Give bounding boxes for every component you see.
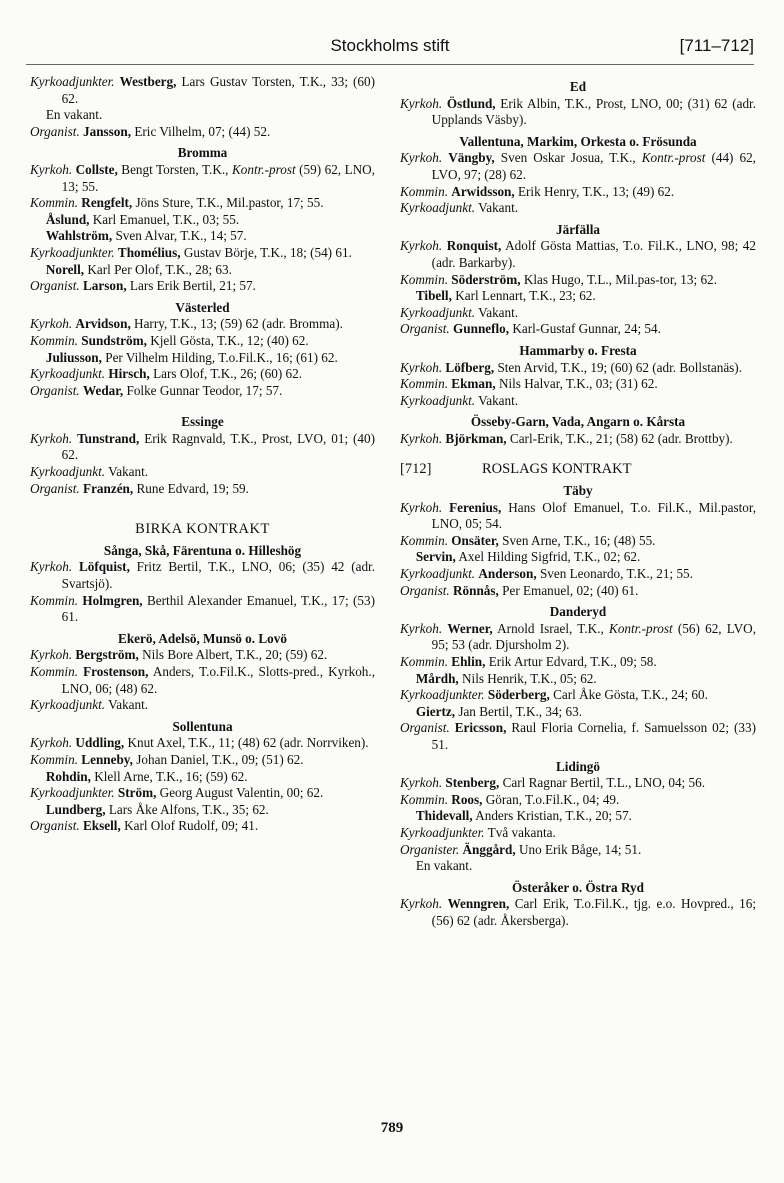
person-name: Östlund, (446, 95, 496, 111)
role-label: Organist. (400, 321, 450, 337)
role-label: Organist. (30, 382, 80, 398)
left-entry (30, 245, 375, 262)
person-name: Löfberg, (445, 359, 495, 375)
person-name: Franzén, (83, 480, 134, 496)
entry-details: Carl Åke Gösta, T.K., 24; 60. (549, 687, 708, 703)
entry-details: Göran, T.o.Fil.K., 04; 49. (482, 791, 620, 807)
right-column (400, 74, 756, 930)
right-entry (400, 704, 756, 721)
entry-details: Nils Bore Albert, T.K., 20; (59) 62. (138, 647, 328, 663)
right-entry (400, 533, 756, 550)
role-label: Kyrkoh. (400, 775, 443, 791)
left-entry (30, 559, 375, 592)
person-name: Lundberg, (45, 801, 106, 817)
role-label: Kyrkoh. (30, 316, 73, 332)
role-label: Kommin. (30, 592, 78, 608)
entry-details: Gustav Börje, T.K., 18; (54) 61. (180, 244, 352, 260)
right-entry (400, 896, 756, 929)
entry-details: Nils Henrik, T.K., 05; 62. (458, 670, 597, 686)
right-entry (400, 858, 756, 875)
header-rule (26, 64, 754, 65)
role-label: Kommin. (400, 532, 448, 548)
left-entry (30, 735, 375, 752)
entry-details: Lars Olof, T.K., 26; (60) 62. (149, 366, 303, 382)
left-entry (30, 124, 375, 141)
parish-heading: Sånga, Skå, Färentuna o. Hilleshög (103, 542, 302, 558)
entry-details: Raul Floria Cornelia, f. Samuelsson 02; (33) 51. (431, 720, 756, 752)
right-entry (400, 272, 756, 289)
parish-heading: Lidingö (556, 758, 600, 774)
role-label: Organister. (400, 841, 460, 857)
person-name: Arwidsson, (451, 183, 515, 199)
left-entry (30, 262, 375, 279)
entry-details: Bengt Torsten, T.K., (117, 161, 232, 177)
entry-details: Knut Axel, T.K., 11; (48) 62 (adr. Norrviken). (124, 735, 369, 751)
parish-heading: Täby (563, 483, 593, 499)
entry-details: Lars Erik Bertil, 21; 57. (126, 278, 256, 294)
person-name: Thomélius, (117, 244, 181, 260)
left-column (30, 74, 375, 835)
role-label: Kontr.-prost (641, 150, 706, 166)
role-label: Kyrkoadjunkt. (30, 366, 106, 382)
person-name: Rohdin, (45, 768, 91, 784)
person-name: Collste, (75, 161, 118, 177)
person-name: Ehlin, (451, 654, 486, 669)
role-label: Kyrkoadjunkt. (30, 464, 106, 480)
entry-details: Carl Erik, T.o.Fil.K., tjg. e.o. Hovpred., 16; (56) 62 (adr. Åkersberga). (431, 896, 757, 928)
right-entry (400, 431, 756, 448)
role-label: Organist. (400, 582, 450, 598)
right-entry (400, 184, 756, 201)
person-name: Frostenson, (83, 664, 149, 679)
role-label: Kommin. (30, 332, 78, 348)
right-entry (400, 808, 756, 825)
right-entry (400, 288, 756, 305)
parish-heading: Ed (569, 79, 587, 94)
person-name: Gunneflo, (453, 321, 510, 337)
role-label: Kyrkoh. (400, 430, 443, 446)
role-label: Kyrkoadjunkter. (30, 785, 115, 801)
person-name: Tunstrand, (77, 430, 140, 446)
right-entry (400, 360, 756, 377)
person-name: Tibell, (415, 288, 452, 304)
role-label: Kyrkoadjunkter. (400, 824, 485, 840)
left-entry (30, 785, 375, 802)
person-name: Wenngren, (447, 896, 510, 912)
left-entry (30, 431, 375, 464)
entry-details: Johan Daniel, T.K., 09; (51) 62. (132, 751, 304, 767)
page-header (26, 36, 754, 64)
role-label: Kyrkoh. (30, 430, 73, 446)
right-entry (400, 376, 756, 393)
person-name: Ronquist, (446, 238, 502, 254)
entry-details: (56) 62, LVO, 95; 53 (adr. Djursholm 2). (431, 620, 756, 653)
person-name: Roos, (451, 791, 483, 807)
person-name: Wedar, (83, 382, 124, 398)
role-label: Kyrkoadjunkt. (400, 392, 476, 408)
entry-details: Vakant. (108, 464, 149, 480)
person-name: Thidevall, (415, 808, 473, 824)
entry-details: Karl Per Olof, T.K., 28; 63. (84, 261, 232, 277)
role-label: Kommin. (400, 271, 448, 287)
role-label: Kyrkoh. (400, 499, 443, 515)
left-entry (30, 383, 375, 400)
right-entry (400, 825, 756, 842)
entry-details: Karl Olof Rudolf, 09; 41. (120, 818, 259, 834)
role-label: Kyrkoh. (30, 735, 73, 751)
left-entry (30, 697, 375, 714)
role-label: Organist. (400, 720, 450, 736)
left-entry (30, 752, 375, 769)
entry-details: Erik Henry, T.K., 13; (49) 62. (514, 183, 675, 199)
entry-details: Arnold Israel, T.K., (492, 620, 610, 636)
parish-heading: Bromma (177, 145, 228, 161)
entry-details: Sven Oskar Josua, T.K., (494, 150, 642, 166)
person-name: Ferenius, (449, 499, 502, 515)
person-name: Juliusson, (45, 349, 102, 365)
role-label: Kommin. (400, 183, 448, 199)
right-entry (400, 671, 756, 688)
person-name: Söderberg, (487, 687, 550, 703)
entry-details: Jan Bertil, T.K., 34; 63. (455, 703, 582, 719)
role-label: Kyrkoh. (400, 359, 443, 375)
right-entry (400, 238, 756, 271)
person-name: Eksell, (83, 818, 121, 834)
role-label: Kyrkoh. (400, 95, 443, 111)
role-label: Kyrkoh. (400, 150, 443, 166)
parish-heading: Ekerö, Adelsö, Munsö o. Lovö (118, 630, 287, 646)
person-name: Onsäter, (451, 532, 499, 548)
right-entry (400, 321, 756, 338)
left-entry (30, 593, 375, 626)
role-label: Kyrkoadjunkter. (30, 244, 115, 260)
right-entry (400, 720, 756, 753)
page-range: [711–712] (679, 36, 754, 55)
entry-details: Carl Ragnar Bertil, T.L., LNO, 04; 56. (499, 775, 705, 791)
page-title: Stockholms stift (330, 36, 450, 55)
entry-details: Rune Edvard, 19; 59. (133, 480, 249, 496)
right-entry (400, 150, 756, 183)
left-entry (30, 464, 375, 481)
role-label: Kyrkoadjunkt. (30, 697, 106, 713)
role-label: Kyrkoadjunkter. (30, 74, 115, 89)
left-entry (30, 316, 375, 333)
entry-details: (44) 62, LVO, 97; (28) 62. (431, 150, 756, 182)
right-entry (400, 842, 756, 859)
role-label: Kyrkoh. (30, 161, 73, 177)
entry-details: Uno Erik Båge, 14; 51. (515, 841, 642, 857)
kontrakt-heading: BIRKA KONTRAKT (135, 521, 270, 538)
person-name: Björkman, (445, 430, 507, 446)
entry-details: Per Vilhelm Hilding, T.o.Fil.K., 16; (61) 62. (101, 349, 338, 365)
page-marker: [712] (400, 461, 432, 478)
entry-details: Erik Ragnvald, T.K., Prost, LVO, 01; (40) 62. (61, 430, 376, 463)
person-name: Mårdh, (415, 670, 459, 686)
role-label: Kontr.-prost (609, 620, 673, 636)
entry-details: Sven Alvar, T.K., 14; 57. (112, 228, 247, 244)
entry-details: Klell Arne, T.K., 16; (59) 62. (90, 768, 248, 784)
person-name: Holmgren, (82, 592, 143, 608)
parish-heading: Västerled (175, 299, 230, 315)
left-entry (30, 664, 375, 697)
person-name: Anderson, (478, 566, 537, 582)
parish-heading: Hammarby o. Fresta (519, 342, 637, 358)
entry-details: Erik Artur Edvard, T.K., 09; 58. (485, 654, 657, 669)
parish-heading: Danderyd (549, 604, 607, 620)
role-label: Kyrkoadjunkt. (400, 304, 476, 320)
person-name: Rengfelt, (81, 195, 133, 211)
person-name: Sundström, (81, 332, 147, 348)
role-label: Kyrkoh. (400, 238, 443, 254)
person-name: Lenneby, (81, 751, 133, 767)
person-name: Hirsch, (108, 366, 150, 382)
entry-details: Två vakanta. (487, 824, 556, 840)
person-name: Vängby, (448, 150, 495, 166)
parish-heading: Össeby-Garn, Vada, Angarn o. Kårsta (470, 414, 686, 430)
parish-heading: Vallentuna, Markim, Orkesta o. Frösunda (459, 133, 697, 149)
role-label: Kommin. (30, 751, 78, 767)
left-entry (30, 228, 375, 245)
entry-details: Vakant. (108, 697, 149, 713)
entry-details: Carl-Erik, T.K., 21; (58) 62 (adr. Brottby). (506, 430, 733, 446)
right-entry (400, 566, 756, 583)
person-name: Servin, (415, 549, 456, 565)
person-name: Werner, (447, 620, 493, 636)
entry-details: Klas Hugo, T.L., Mil.pas-tor, 13; 62. (520, 271, 717, 287)
role-label: Kommin. (400, 376, 448, 392)
entry-details: Hans Olof Emanuel, T.o. Fil.K., Mil.pastor, LNO, 05; 54. (431, 499, 756, 532)
entry-details: Anders Kristian, T.K., 20; 57. (472, 808, 632, 824)
left-entry (30, 74, 375, 107)
left-entry (30, 769, 375, 786)
left-entry (30, 333, 375, 350)
right-entry (400, 549, 756, 566)
entry-details: Anders, T.o.Fil.K., Slotts-pred., Kyrkoh., LNO, 06; (48) 62. (61, 664, 375, 696)
right-entry (400, 792, 756, 809)
right-entry (400, 500, 756, 533)
person-name: Åslund, (45, 211, 90, 227)
right-entry (400, 200, 756, 217)
entry-details: Erik Albin, T.K., Prost, LNO, 00; (31) 62 (adr. Upplands Väsby). (431, 95, 757, 128)
right-entry (400, 393, 756, 410)
entry-details: (59) 62, LNO, 13; 55. (61, 161, 376, 194)
person-name: Uddling, (75, 735, 125, 751)
entry-details: Eric Vilhelm, 07; (44) 52. (131, 123, 271, 139)
parish-heading: Essinge (181, 414, 224, 430)
page-number: 789 (380, 1120, 404, 1136)
kontrakt-heading (400, 461, 756, 478)
left-entry (30, 212, 375, 229)
person-name: Arvidson, (75, 316, 131, 332)
entry-details: Karl Lennart, T.K., 23; 62. (451, 288, 596, 304)
entry-details: Georg August Valentin, 00; 62. (156, 785, 324, 801)
person-name: Jansson, (83, 123, 132, 139)
person-name: Giertz, (415, 703, 456, 719)
entry-details: Sven Leonardo, T.K., 21; 55. (536, 566, 693, 582)
person-name: Norell, (45, 261, 85, 277)
person-name: Stenberg, (445, 775, 500, 791)
right-entry (400, 775, 756, 792)
right-entry (400, 96, 756, 129)
left-entry (30, 647, 375, 664)
parish-heading: Österåker o. Östra Ryd (512, 879, 644, 895)
left-entry (30, 195, 375, 212)
person-name: Larson, (83, 278, 127, 294)
entry-details: Vakant. (478, 200, 519, 216)
person-name: Änggård, (462, 841, 516, 857)
entry-details: Folke Gunnar Teodor, 17; 57. (123, 382, 283, 398)
entry-details: Adolf Gösta Mattias, T.o. Fil.K., LNO, 98; 42 (adr. Barkarby). (431, 238, 756, 270)
left-entry (30, 802, 375, 819)
role-label: Kyrkoh. (400, 896, 443, 912)
kontrakt-title: ROSLAGS KONTRAKT (482, 461, 632, 478)
entry-details: Sten Arvid, T.K., 19; (60) 62 (adr. Bollstanäs). (494, 359, 742, 375)
person-name: Ekman, (451, 376, 496, 392)
person-name: Rönnås, (453, 582, 499, 598)
entry-details: Nils Halvar, T.K., 03; (31) 62. (495, 376, 658, 392)
role-label: Kommin. (30, 195, 78, 211)
entry-details: Jöns Sture, T.K., Mil.pastor, 17; 55. (132, 195, 324, 211)
person-name: Wahlström, (45, 228, 113, 244)
right-entry (400, 583, 756, 600)
person-name: Ericsson, (454, 720, 507, 736)
entry-details: Karl Emanuel, T.K., 03; 55. (89, 211, 240, 227)
left-entry (30, 366, 375, 383)
role-label: Kyrkoh. (400, 620, 443, 636)
entry-details: Axel Hilding Sigfrid, T.K., 02; 62. (455, 549, 641, 565)
entry-details: Harry, T.K., 13; (59) 62 (adr. Bromma). (130, 316, 343, 332)
entry-details: Karl-Gustaf Gunnar, 24; 54. (509, 321, 661, 337)
role-label: Kontr.-prost (231, 161, 296, 177)
role-label: Kyrkoadjunkt. (400, 200, 476, 216)
left-entry (30, 481, 375, 498)
role-label: Kyrkoh. (30, 647, 73, 663)
person-name: Bergström, (75, 647, 139, 663)
parish-heading: Järfälla (556, 221, 600, 237)
right-entry (400, 621, 756, 654)
entry-details: Per Emanuel, 02; (40) 61. (498, 582, 639, 598)
entry-details: Lars Gustav Torsten, T.K., 33; (60) 62. (61, 74, 375, 106)
person-name: Westberg, (119, 74, 177, 89)
role-label: Kyrkoadjunkt. (400, 566, 476, 582)
parish-heading: Sollentuna (172, 718, 233, 734)
entry-details: Fritz Bertil, T.K., LNO, 06; (35) 42 (adr. Svartsjö). (61, 559, 376, 592)
role-label: Kommin. (400, 654, 448, 669)
role-label: Organist. (30, 480, 80, 496)
role-label: Kyrkoadjunkter. (400, 687, 485, 703)
entry-details: Vakant. (478, 392, 519, 408)
right-entry (400, 687, 756, 704)
role-label: Organist. (30, 818, 80, 834)
entry-details: Lars Åke Alfons, T.K., 35; 62. (105, 801, 269, 817)
entry-details: En vakant. (45, 107, 103, 123)
left-entry (30, 350, 375, 367)
left-entry (30, 278, 375, 295)
right-entry (400, 305, 756, 322)
role-label: Organist. (30, 278, 80, 294)
person-name: Ström, (117, 785, 157, 801)
person-name: Söderström, (451, 271, 521, 287)
role-label: Kyrkoh. (30, 559, 73, 575)
entry-details: Sven Arne, T.K., 16; (48) 55. (498, 532, 656, 548)
entry-details: Vakant. (478, 304, 519, 320)
left-entry (30, 107, 375, 124)
role-label: Kommin. (400, 791, 448, 807)
entry-details: Berthil Alexander Emanuel, T.K., 17; (53) 61. (61, 592, 375, 625)
role-label: Kommin. (30, 664, 78, 679)
right-entry (400, 654, 756, 671)
left-entry (30, 162, 375, 195)
entry-details: Kjell Gösta, T.K., 12; (40) 62. (146, 332, 309, 348)
role-label: Organist. (30, 123, 80, 139)
person-name: Löfquist, (78, 559, 130, 575)
left-entry (30, 818, 375, 835)
entry-details: En vakant. (415, 858, 473, 874)
